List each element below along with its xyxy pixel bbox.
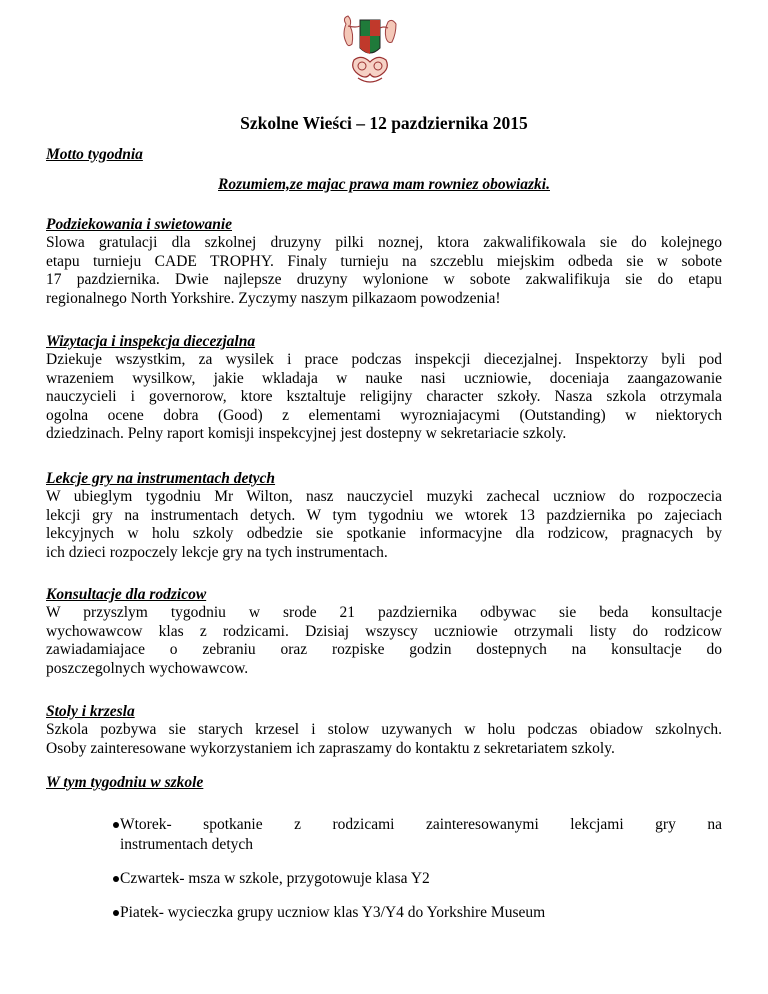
text-line: W przyszlym tygodniu w srode 21 pazdziernika odbywac sie beda konsultacje	[46, 604, 722, 621]
section-text-inspection	[46, 351, 722, 444]
text-line: etapu turnieju CADE TROPHY. Finaly turnieju na szczeblu miejskim odbeda sie w sobote	[46, 252, 722, 270]
this-week-heading: W tym tygodniu w szkole	[46, 774, 204, 791]
bullet-icon	[113, 822, 119, 828]
text-line: lekcji gry na instrumentach detych. W tym tygodniu we wtorek 13 pazdziernika po zajeciach	[46, 506, 722, 524]
bullet-icon	[113, 910, 119, 916]
text-line: regionalnego North Yorkshire. Zyczymy naszym pilkazaom powodzenia!	[46, 289, 501, 307]
section-heading-celebrations: Podziekowania i swietowanie	[46, 216, 233, 233]
list-item-text	[120, 869, 722, 889]
motto-text: Rozumiem,ze majac prawa mam rowniez obowiazki.	[218, 176, 550, 193]
text-line: Slowa gratulacji dla szkolnej druzyny pilki noznej, ktora zakwalifikowala sie do kolejnego	[46, 234, 722, 251]
text-line: instrumentach detych	[120, 836, 253, 853]
bullet-icon	[113, 876, 119, 882]
motto-heading: Motto tygodnia	[46, 146, 143, 163]
section-heading-inspection: Wizytacja i inspekcja diecezjalna	[46, 333, 256, 350]
text-line: wrazeniem wysilkow, jakie wkladaja w nauke nasi uczniowie, doceniaja zaangazowanie	[46, 369, 722, 387]
section-text-consultations	[46, 604, 722, 678]
text-line: Dziekuje wszystkim, za wysilek i prace podczas inspekcji diecezjalnej. Inspektorzy byli pod	[46, 351, 722, 368]
text-line: zawiadamiajace o zebraniu oraz rozpiske godzin dostepnych na konsultacje do	[46, 641, 722, 659]
text-line: ich dzieci rozpoczely lekcje gry na tych instrumentach.	[46, 543, 388, 561]
section-text-celebrations	[46, 234, 722, 308]
list-item-text	[120, 903, 722, 923]
section-text-tables-chairs	[46, 721, 722, 758]
section-heading-tables-chairs: Stoly i krzesla	[46, 703, 135, 720]
text-line: Piatek- wycieczka grupy uczniow klas Y3/Y4 do Yorkshire Museum	[120, 904, 546, 921]
school-crest-icon	[332, 14, 410, 86]
text-line: poszczegolnych wychowawcow.	[46, 659, 249, 677]
text-line: 17 pazdziernika. Dwie najlepsze druzyny wylonione w sobote zakwalifikuja sie do etapu	[46, 271, 722, 289]
text-line: ogolna ocene dobra (Good) z elementami wyrozniajacymi (Outstanding) w niektorych	[46, 406, 722, 424]
text-line: W ubieglym tygodniu Mr Wilton, nasz nauczyciel muzyki zachecal uczniow do rozpoczecia	[46, 488, 722, 505]
text-line: Wtorek- spotkanie z rodzicami zainteresowanymi lekcjami gry na	[120, 816, 722, 833]
text-line: Czwartek- msza w szkole, przygotowuje klasa Y2	[120, 870, 430, 887]
page-title: Szkolne Wieści – 12 pazdziernika 2015	[240, 113, 528, 133]
section-text-instruments	[46, 488, 722, 562]
text-line: wychowawcow klas z rodzicami. Dzisiaj wszyscy uczniowie otrzymali listy do rodzicow	[46, 622, 722, 640]
text-line: Osoby zainteresowane wykorzystaniem ich zapraszamy do kontaktu z sekretariatem szkoly.	[46, 739, 615, 757]
section-heading-consultations: Konsultacje dla rodzicow	[46, 586, 207, 603]
text-line: Szkola pozbywa sie starych krzesel i stolow uzywanych w holu podczas obiadow szkolnych.	[46, 721, 722, 738]
text-line: lekcyjnych w holu szkoly odbedzie sie spotkanie informacyjne dla rodzicow, pragnacych by	[46, 525, 722, 543]
section-heading-instruments: Lekcje gry na instrumentach detych	[46, 470, 276, 487]
list-item-text	[120, 815, 722, 855]
text-line: dziedzinach. Pelny raport komisji inspekcyjnej jest dostepny w sekretariacie szkoly.	[46, 425, 567, 443]
text-line: nauczycieli i governorow, ktore ksztaltuje religijny character szkoły. Nasza szkola otrzymala	[46, 388, 722, 406]
